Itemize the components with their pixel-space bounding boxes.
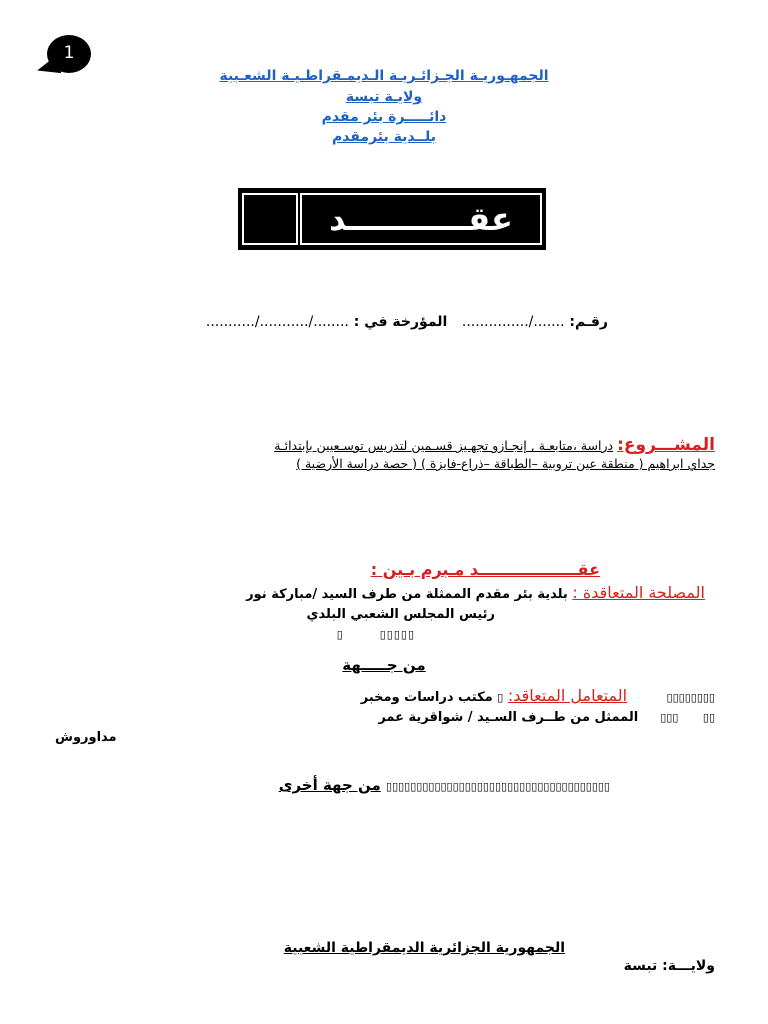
contracting-authority-label: المصلحة المتعاقدة : [572,583,705,602]
contractor-text: مكتب دراسات ومخبر [360,690,493,705]
header-daira: دائـــــرة بئر مقدم [321,109,447,125]
header-baladia: بلــدية بئرمقدم [331,129,437,145]
number-value: ......./............... [461,314,565,330]
project-line-1: دراسة ،متابعـة , إنجـازو تجهـيز قسـمين لتدريس توسـعيين بإبتدائـة [274,438,614,453]
contract-between-heading: عقــــــــــــــــــد مـبرم بـين : [370,560,600,579]
placeholder-glyphs-4: ▯▯ ▯▯▯ [642,711,715,724]
footer-republic: الجمهورية الجزائرية الديمقراطية الشعبية [283,940,565,956]
contractor-label: المتعامل المتعاقد: [507,686,628,705]
contracting-authority-text: بلدية بئر مقدم الممثلة من طرف السيد /مباركة نور [246,587,568,602]
from-side-label: من جـــــهة [342,656,426,674]
placeholder-glyph-3: ▯ [497,691,504,704]
page-number: 1 [63,43,75,63]
placeholder-glyphs-1: ▯▯▯▯▯ ▯ [336,628,415,641]
project-section [55,432,715,477]
reference-line [130,314,608,330]
contracting-authority-section [55,583,705,645]
contractor-section [55,686,715,748]
footer-wilaya-label: ولايـــة: [662,958,715,974]
contractor-representative: الممثل من طــرف السـيد / شواقرية عمر [378,710,639,725]
contract-title-box [238,188,546,250]
contracting-authority-role: رئيس المجلس الشعبي البلدي [306,607,495,622]
project-line-2: جداي ابراهيم ( منطقة عين تروبية –الطباقة –ذراع-فايزة ) ( حصة دراسة الأرضية ) [296,456,715,471]
contractor-location: مداوروش [55,730,117,745]
project-label: المشـــروع: [617,435,715,455]
other-side-line [160,776,610,794]
placeholder-glyphs-2: ▯▯▯▯▯▯▯▯ [631,691,715,704]
date-label: المؤرخة في : [353,314,448,330]
number-label: رقـم: [569,314,608,330]
placeholder-glyphs-5: ▯▯▯▯▯▯▯▯▯▯▯▯▯▯▯▯▯▯▯▯▯▯▯▯▯▯▯▯▯▯▯▯▯▯▯▯▯ [386,780,610,793]
contract-title: عقـــــــــــد [300,193,542,245]
header-republic: الجمهـوريـة الجـزائـريـة الـديمـقراطـيـة الشعـبية [219,68,549,84]
title-box-left-cell [242,193,298,245]
footer-wilaya [560,958,715,974]
date-value: ......../.........../........... [205,314,349,330]
footer-wilaya-value: تبسة [623,958,658,974]
other-side-label: من جهة أخرى [278,776,381,794]
header-wilaya: ولايـة تبسة [345,89,423,105]
